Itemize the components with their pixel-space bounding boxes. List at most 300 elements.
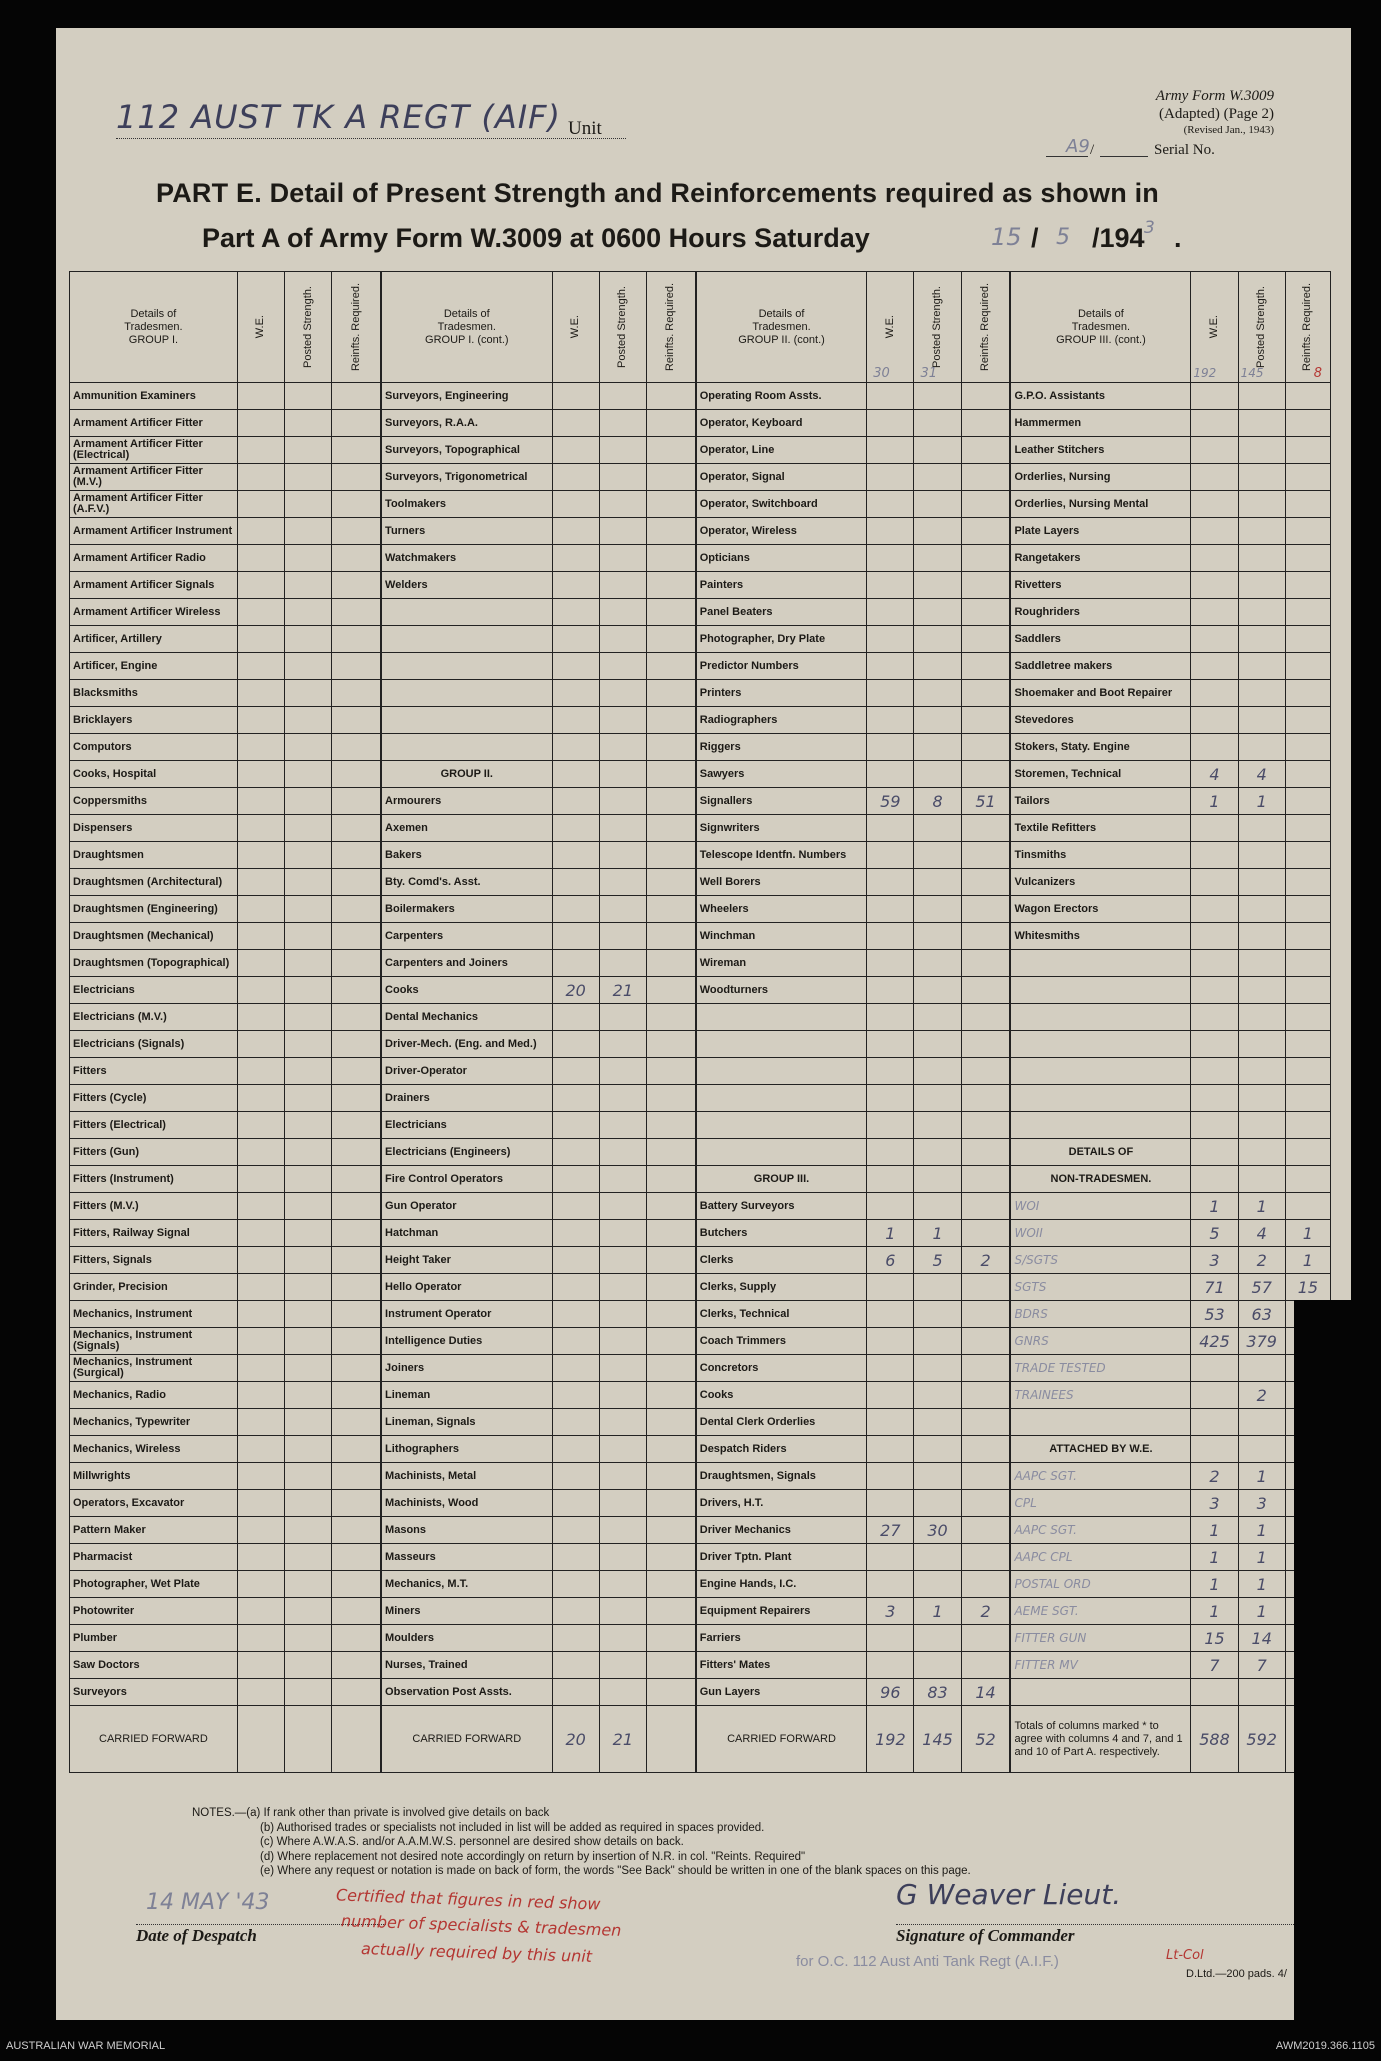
despatch-date-handwritten: 14 MAY '43	[146, 1890, 270, 1915]
table-row	[70, 1085, 1331, 1112]
table-row	[70, 599, 1331, 626]
count-cell	[332, 626, 381, 653]
count-cell	[285, 923, 332, 950]
count-cell	[285, 977, 332, 1004]
trade-label: Stevedores	[1010, 707, 1190, 734]
count-cell	[1285, 1139, 1330, 1166]
trade-label: Draughtsmen (Topographical)	[70, 950, 238, 977]
count-cell	[285, 950, 332, 977]
count-cell	[914, 1328, 961, 1355]
count-cell: 1	[1285, 1247, 1330, 1274]
count-cell	[914, 1652, 961, 1679]
count-cell	[552, 1409, 599, 1436]
count-cell	[914, 1436, 961, 1463]
count-cell	[552, 1652, 599, 1679]
count-cell	[961, 1490, 1010, 1517]
trade-label: Fitters, Signals	[70, 1247, 238, 1274]
count-cell	[599, 1463, 646, 1490]
count-cell	[646, 896, 695, 923]
unit-underline	[116, 138, 626, 139]
handwritten-rank: AAPC CPL	[1010, 1544, 1190, 1571]
count-cell: 1	[1238, 1598, 1285, 1625]
count-cell	[285, 599, 332, 626]
count-cell	[552, 518, 599, 545]
count-cell	[646, 1328, 695, 1355]
count-cell	[961, 815, 1010, 842]
count-cell	[237, 1490, 284, 1517]
count-cell	[646, 1571, 695, 1598]
count-cell	[914, 950, 961, 977]
trade-label	[1010, 1679, 1190, 1706]
count-cell	[961, 842, 1010, 869]
count-cell	[285, 1274, 332, 1301]
count-cell	[599, 572, 646, 599]
count-cell	[867, 815, 914, 842]
title-line-1: PART E. Detail of Present Strength and Reinforcements required as shown in	[156, 178, 1159, 208]
count-cell	[237, 1193, 284, 1220]
reinfts-header-4: Reinfts. Required.	[1301, 282, 1314, 372]
trade-label: Turners	[381, 518, 552, 545]
count-cell	[914, 1058, 961, 1085]
count-cell	[599, 1058, 646, 1085]
count-cell	[552, 761, 599, 788]
trade-label: Photographer, Wet Plate	[70, 1571, 238, 1598]
count-cell	[285, 1058, 332, 1085]
count-cell	[552, 464, 599, 491]
count-cell	[332, 1193, 381, 1220]
count-cell	[285, 1328, 332, 1355]
count-cell	[237, 1166, 284, 1193]
posted-header-4-mark: 145	[1240, 366, 1264, 380]
table-row	[70, 707, 1331, 734]
count-cell	[599, 707, 646, 734]
count-cell	[646, 869, 695, 896]
count-cell: 53	[1191, 1301, 1238, 1328]
trade-label: Fitters (Cycle)	[70, 1085, 238, 1112]
count-cell	[332, 680, 381, 707]
group3cont-header: Details of Tradesmen. GROUP III. (cont.)	[1010, 272, 1190, 383]
count-cell	[867, 626, 914, 653]
count-cell	[961, 518, 1010, 545]
trade-label: Opticians	[696, 545, 867, 572]
trade-label: Grinder, Precision	[70, 1274, 238, 1301]
count-cell	[237, 1328, 284, 1355]
commander-signature: G Weaver Lieut.	[896, 1878, 1122, 1911]
count-cell	[599, 518, 646, 545]
count-cell	[1238, 383, 1285, 410]
count-cell	[961, 653, 1010, 680]
signature-label: Signature of Commander	[896, 1926, 1075, 1945]
count-cell	[237, 1085, 284, 1112]
trade-label: GROUP III.	[696, 1166, 867, 1193]
count-cell	[332, 1004, 381, 1031]
count-cell	[237, 680, 284, 707]
count-cell: 379	[1238, 1328, 1285, 1355]
count-cell	[1191, 410, 1238, 437]
count-cell	[1238, 1679, 1285, 1706]
count-cell	[961, 1436, 1010, 1463]
count-cell: 4	[1191, 761, 1238, 788]
trade-label	[1010, 1085, 1190, 1112]
count-cell	[285, 1517, 332, 1544]
count-cell	[961, 1085, 1010, 1112]
count-cell	[237, 1409, 284, 1436]
count-cell	[646, 1193, 695, 1220]
count-cell	[867, 437, 914, 464]
carried-forward-label-2: CARRIED FORWARD	[381, 1706, 552, 1773]
table-row	[70, 896, 1331, 923]
count-cell	[285, 1544, 332, 1571]
count-cell	[867, 1328, 914, 1355]
posted-header-1: Posted Strength.	[301, 286, 314, 368]
count-cell	[646, 1139, 695, 1166]
count-cell	[552, 1328, 599, 1355]
trade-label: Despatch Riders	[696, 1436, 867, 1463]
count-cell	[285, 1679, 332, 1706]
trade-label: Mechanics, Radio	[70, 1382, 238, 1409]
trade-label: Butchers	[696, 1220, 867, 1247]
trade-label: Orderlies, Nursing	[1010, 464, 1190, 491]
trade-label: Welders	[381, 572, 552, 599]
trade-label: NON-TRADESMEN.	[1010, 1166, 1190, 1193]
count-cell	[599, 1085, 646, 1112]
count-cell	[646, 680, 695, 707]
count-cell	[599, 599, 646, 626]
trade-label: Fitters (M.V.)	[70, 1193, 238, 1220]
count-cell	[1238, 1166, 1285, 1193]
count-cell	[961, 1571, 1010, 1598]
count-cell	[1191, 869, 1238, 896]
count-cell: 63	[1238, 1301, 1285, 1328]
trade-label: ATTACHED BY W.E.	[1010, 1436, 1190, 1463]
note-b: (b) Authorised trades or specialists not included in list will be added as required in spaces provided.	[260, 1821, 765, 1834]
date-year-digit: 3	[1144, 218, 1155, 238]
serial-line-a	[1046, 156, 1088, 157]
trade-label: Bakers	[381, 842, 552, 869]
count-cell	[867, 1301, 914, 1328]
count-cell	[332, 977, 381, 1004]
trade-label	[381, 626, 552, 653]
trade-label: Vulcanizers	[1010, 869, 1190, 896]
count-cell	[552, 896, 599, 923]
count-cell	[599, 1031, 646, 1058]
handwritten-rank: AAPC SGT.	[1010, 1517, 1190, 1544]
trade-label: Tailors	[1010, 788, 1190, 815]
count-cell	[1285, 1085, 1330, 1112]
trade-label: Textile Refitters	[1010, 815, 1190, 842]
count-cell	[961, 761, 1010, 788]
count-cell	[237, 653, 284, 680]
trade-label: Operator, Signal	[696, 464, 867, 491]
table-row	[70, 491, 1331, 518]
count-cell	[552, 680, 599, 707]
count-cell	[332, 1166, 381, 1193]
handwritten-rank: AAPC SGT.	[1010, 1463, 1190, 1490]
trade-label: Lineman, Signals	[381, 1409, 552, 1436]
count-cell: 20	[552, 977, 599, 1004]
count-cell	[285, 1139, 332, 1166]
trade-label: Riggers	[696, 734, 867, 761]
count-cell	[285, 1490, 332, 1517]
count-cell	[867, 1031, 914, 1058]
count-cell	[552, 788, 599, 815]
count-cell: 1	[1238, 1193, 1285, 1220]
count-cell	[646, 572, 695, 599]
count-cell	[914, 1031, 961, 1058]
count-cell	[599, 1166, 646, 1193]
count-cell: 21	[599, 977, 646, 1004]
count-cell	[1191, 923, 1238, 950]
posted-header-2: Posted Strength.	[616, 286, 629, 368]
handwritten-rank: FITTER MV	[1010, 1652, 1190, 1679]
count-cell: 7	[1191, 1652, 1238, 1679]
count-cell	[867, 1544, 914, 1571]
trade-label: Panel Beaters	[696, 599, 867, 626]
count-cell	[961, 707, 1010, 734]
table-row	[70, 1652, 1331, 1679]
count-cell	[646, 437, 695, 464]
serial-slash: /	[1090, 142, 1095, 158]
count-cell	[1238, 815, 1285, 842]
count-cell	[332, 410, 381, 437]
count-cell	[646, 1517, 695, 1544]
count-cell	[914, 1004, 961, 1031]
count-cell	[552, 1301, 599, 1328]
count-cell	[1238, 545, 1285, 572]
count-cell	[332, 815, 381, 842]
count-cell	[552, 1004, 599, 1031]
count-cell	[237, 1625, 284, 1652]
count-cell	[552, 950, 599, 977]
count-cell	[552, 1436, 599, 1463]
count-cell	[552, 1598, 599, 1625]
count-cell	[285, 680, 332, 707]
count-cell	[285, 1652, 332, 1679]
table-row	[70, 1679, 1331, 1706]
count-cell	[646, 1004, 695, 1031]
count-cell	[1191, 734, 1238, 761]
trade-label	[696, 1112, 867, 1139]
count-cell	[867, 869, 914, 896]
trade-label: Fitters' Mates	[696, 1652, 867, 1679]
count-cell: 15	[1191, 1625, 1238, 1652]
count-cell	[1238, 734, 1285, 761]
count-cell: 1	[1191, 1517, 1238, 1544]
trade-label: Gun Layers	[696, 1679, 867, 1706]
count-cell	[1285, 869, 1330, 896]
count-cell: 1	[1191, 1544, 1238, 1571]
trade-label: Moulders	[381, 1625, 552, 1652]
count-cell	[332, 1085, 381, 1112]
count-cell	[646, 923, 695, 950]
count-cell	[961, 1625, 1010, 1652]
trade-label: Saddletree makers	[1010, 653, 1190, 680]
trade-label: Coppersmiths	[70, 788, 238, 815]
count-cell	[867, 1436, 914, 1463]
trade-label: Clerks, Supply	[696, 1274, 867, 1301]
count-cell	[1285, 410, 1330, 437]
trade-label: Fitters (Electrical)	[70, 1112, 238, 1139]
count-cell	[646, 518, 695, 545]
trade-label	[1010, 977, 1190, 1004]
trade-label: Wheelers	[696, 896, 867, 923]
trade-label: Armament Artificer Signals	[70, 572, 238, 599]
count-cell	[332, 1247, 381, 1274]
count-cell	[237, 1112, 284, 1139]
table-row	[70, 1247, 1331, 1274]
count-cell	[914, 923, 961, 950]
count-cell	[914, 896, 961, 923]
count-cell	[285, 410, 332, 437]
count-cell	[914, 1301, 961, 1328]
count-cell	[332, 1652, 381, 1679]
trade-label: Surveyors, Trigonometrical	[381, 464, 552, 491]
count-cell	[285, 1463, 332, 1490]
count-cell: 2	[1191, 1463, 1238, 1490]
carried-r3: 52	[961, 1706, 1010, 1773]
count-cell	[1285, 653, 1330, 680]
table-header-row	[70, 272, 1331, 383]
count-cell	[961, 1220, 1010, 1247]
count-cell	[867, 1463, 914, 1490]
count-cell	[1285, 1193, 1330, 1220]
count-cell	[599, 1625, 646, 1652]
count-cell	[552, 1031, 599, 1058]
group1cont-header: Details of Tradesmen. GROUP I. (cont.)	[381, 272, 552, 383]
count-cell	[285, 1571, 332, 1598]
count-cell	[867, 734, 914, 761]
count-cell	[552, 410, 599, 437]
count-cell	[599, 1409, 646, 1436]
count-cell	[1191, 1004, 1238, 1031]
trade-label: Electricians	[70, 977, 238, 1004]
count-cell	[237, 923, 284, 950]
table-row	[70, 1193, 1331, 1220]
count-cell	[237, 1139, 284, 1166]
count-cell	[599, 653, 646, 680]
count-cell	[237, 1031, 284, 1058]
count-cell	[285, 1301, 332, 1328]
count-cell	[332, 653, 381, 680]
count-cell: 83	[914, 1679, 961, 1706]
count-cell	[961, 1382, 1010, 1409]
count-cell	[599, 734, 646, 761]
count-cell	[961, 1463, 1010, 1490]
trade-label: Miners	[381, 1598, 552, 1625]
count-cell	[332, 869, 381, 896]
trade-label	[696, 1085, 867, 1112]
trade-label: Cooks	[381, 977, 552, 1004]
handwritten-rank: CPL	[1010, 1490, 1190, 1517]
count-cell	[237, 599, 284, 626]
count-cell: 4	[1238, 1220, 1285, 1247]
table-row	[70, 1112, 1331, 1139]
carried-p4: 592	[1238, 1706, 1285, 1773]
count-cell	[599, 1679, 646, 1706]
count-cell	[646, 1652, 695, 1679]
trade-label: Mechanics, M.T.	[381, 1571, 552, 1598]
count-cell	[332, 1220, 381, 1247]
trade-label: G.P.O. Assistants	[1010, 383, 1190, 410]
count-cell	[1191, 680, 1238, 707]
trade-label: Telescope Identfn. Numbers	[696, 842, 867, 869]
form-sheet	[56, 28, 1351, 2020]
count-cell	[1285, 923, 1330, 950]
count-cell	[1285, 761, 1330, 788]
count-cell	[914, 653, 961, 680]
count-cell	[961, 1193, 1010, 1220]
count-cell	[552, 923, 599, 950]
trade-label: Surveyors, R.A.A.	[381, 410, 552, 437]
handwritten-rank: SGTS	[1010, 1274, 1190, 1301]
count-cell	[646, 1355, 695, 1382]
count-cell	[237, 1355, 284, 1382]
count-cell	[599, 923, 646, 950]
note-a: NOTES.—(a) If rank other than private is involved give details on back	[192, 1807, 550, 1819]
count-cell	[552, 1544, 599, 1571]
count-cell	[599, 1301, 646, 1328]
count-cell	[1191, 1139, 1238, 1166]
count-cell	[285, 437, 332, 464]
count-cell	[237, 1247, 284, 1274]
count-cell	[646, 383, 695, 410]
count-cell	[599, 842, 646, 869]
count-cell	[914, 680, 961, 707]
torn-edge	[1294, 1300, 1354, 2020]
trade-label: Electricians (Engineers)	[381, 1139, 552, 1166]
trade-label: Watchmakers	[381, 545, 552, 572]
count-cell	[237, 410, 284, 437]
trade-label: Armament Artificer Fitter	[70, 410, 238, 437]
count-cell	[332, 1355, 381, 1382]
table-row	[70, 1166, 1331, 1193]
trade-label: Mechanics, Wireless	[70, 1436, 238, 1463]
count-cell: 1	[1191, 788, 1238, 815]
count-cell	[961, 437, 1010, 464]
carried-p3: 145	[914, 1706, 961, 1773]
table-row	[70, 815, 1331, 842]
carried-forward-label-3: CARRIED FORWARD	[696, 1706, 867, 1773]
table-row	[70, 653, 1331, 680]
count-cell	[332, 1544, 381, 1571]
table-row	[70, 545, 1331, 572]
count-cell	[1285, 572, 1330, 599]
count-cell	[1191, 518, 1238, 545]
table-row	[70, 1490, 1331, 1517]
count-cell	[332, 1490, 381, 1517]
table-row	[70, 518, 1331, 545]
count-cell	[867, 977, 914, 1004]
count-cell	[646, 1598, 695, 1625]
count-cell	[552, 1085, 599, 1112]
trade-label: Draughtsmen (Mechanical)	[70, 923, 238, 950]
count-cell	[1285, 491, 1330, 518]
table-row	[70, 1544, 1331, 1571]
table-row	[70, 923, 1331, 950]
archive-right: AWM2019.366.1105	[1275, 2040, 1375, 2052]
count-cell	[599, 1139, 646, 1166]
count-cell	[914, 1409, 961, 1436]
count-cell	[332, 491, 381, 518]
trade-label: Fitters, Railway Signal	[70, 1220, 238, 1247]
count-cell	[961, 1328, 1010, 1355]
table-row	[70, 410, 1331, 437]
trade-label: Gun Operator	[381, 1193, 552, 1220]
trade-label: DETAILS OF	[1010, 1139, 1190, 1166]
trade-label: Lithographers	[381, 1436, 552, 1463]
count-cell	[867, 1085, 914, 1112]
count-cell	[646, 1436, 695, 1463]
